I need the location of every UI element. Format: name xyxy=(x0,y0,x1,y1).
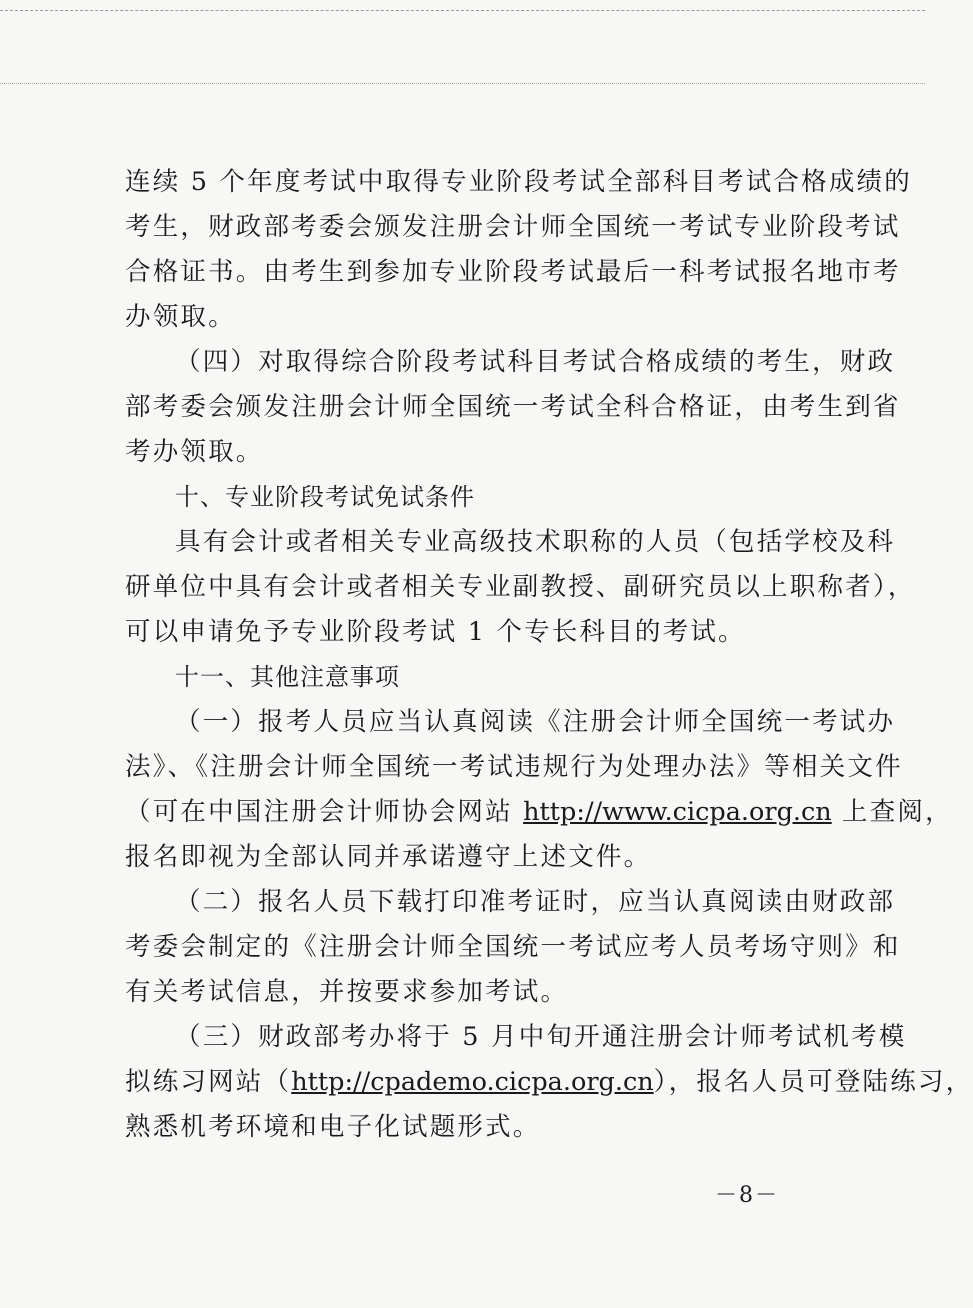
text-line: 部考委会颁发注册会计师全国统一考试全科合格证，由考生到省 xyxy=(125,392,901,422)
page-number: －8－ xyxy=(715,1183,779,1208)
text-line: （三）财政部考办将于 5 月中旬开通注册会计师考试机考模 xyxy=(175,1022,907,1052)
text-line xyxy=(125,1060,973,1105)
text-line: 熟悉机考环境和电子化试题形式。 xyxy=(125,1112,541,1142)
text-line: 可以申请免予专业阶段考试 1 个专长科目的考试。 xyxy=(125,617,746,647)
section-heading: 十、专业阶段考试免试条件 xyxy=(175,483,475,511)
text-line: 研单位中具有会计或者相关专业副教授、副研究员以上职称者）， xyxy=(125,572,916,602)
cpademo-link[interactable]: http://cpademo.cicpa.org.cn xyxy=(291,1067,654,1097)
text-segment: 上查阅， xyxy=(831,797,953,827)
text-segment: ），报名人员可登陆练习， xyxy=(653,1067,973,1097)
text-line: 合格证书。由考生到参加专业阶段考试最后一科考试报名地市考 xyxy=(125,257,901,287)
text-line: （一）报考人员应当认真阅读《注册会计师全国统一考试办 xyxy=(175,707,896,737)
text-segment: 拟练习网站（ xyxy=(125,1067,292,1097)
text-line: 连续 5 个年度考试中取得专业阶段考试全部科目考试合格成绩的 xyxy=(125,167,912,197)
text-line: 法》、《注册会计师全国统一考试违规行为处理办法》等相关文件 xyxy=(125,752,903,782)
text-line: 考办领取。 xyxy=(125,437,264,467)
text-line: 办领取。 xyxy=(125,302,236,332)
text-line: 报名即视为全部认同并承诺遵守上述文件。 xyxy=(125,842,652,872)
text-line: （四）对取得综合阶段考试科目考试合格成绩的考生，财政 xyxy=(175,347,896,377)
section-heading: 十一、其他注意事项 xyxy=(175,663,400,691)
text-line xyxy=(125,790,953,835)
scan-artifact-line xyxy=(0,10,925,11)
text-segment: （可在中国注册会计师协会网站 xyxy=(125,797,524,827)
cicpa-link[interactable]: http://www.cicpa.org.cn xyxy=(523,797,832,827)
text-line: 考生，财政部考委会颁发注册会计师全国统一考试专业阶段考试 xyxy=(125,212,901,242)
text-line: 有关考试信息，并按要求参加考试。 xyxy=(125,977,569,1007)
document-body xyxy=(125,160,973,1150)
scan-artifact-line xyxy=(0,83,925,84)
text-line: （二）报名人员下载打印准考证时，应当认真阅读由财政部 xyxy=(175,887,896,917)
text-line: 具有会计或者相关专业高级技术职称的人员（包括学校及科 xyxy=(175,527,896,557)
text-line: 考委会制定的《注册会计师全国统一考试应考人员考场守则》和 xyxy=(125,932,901,962)
